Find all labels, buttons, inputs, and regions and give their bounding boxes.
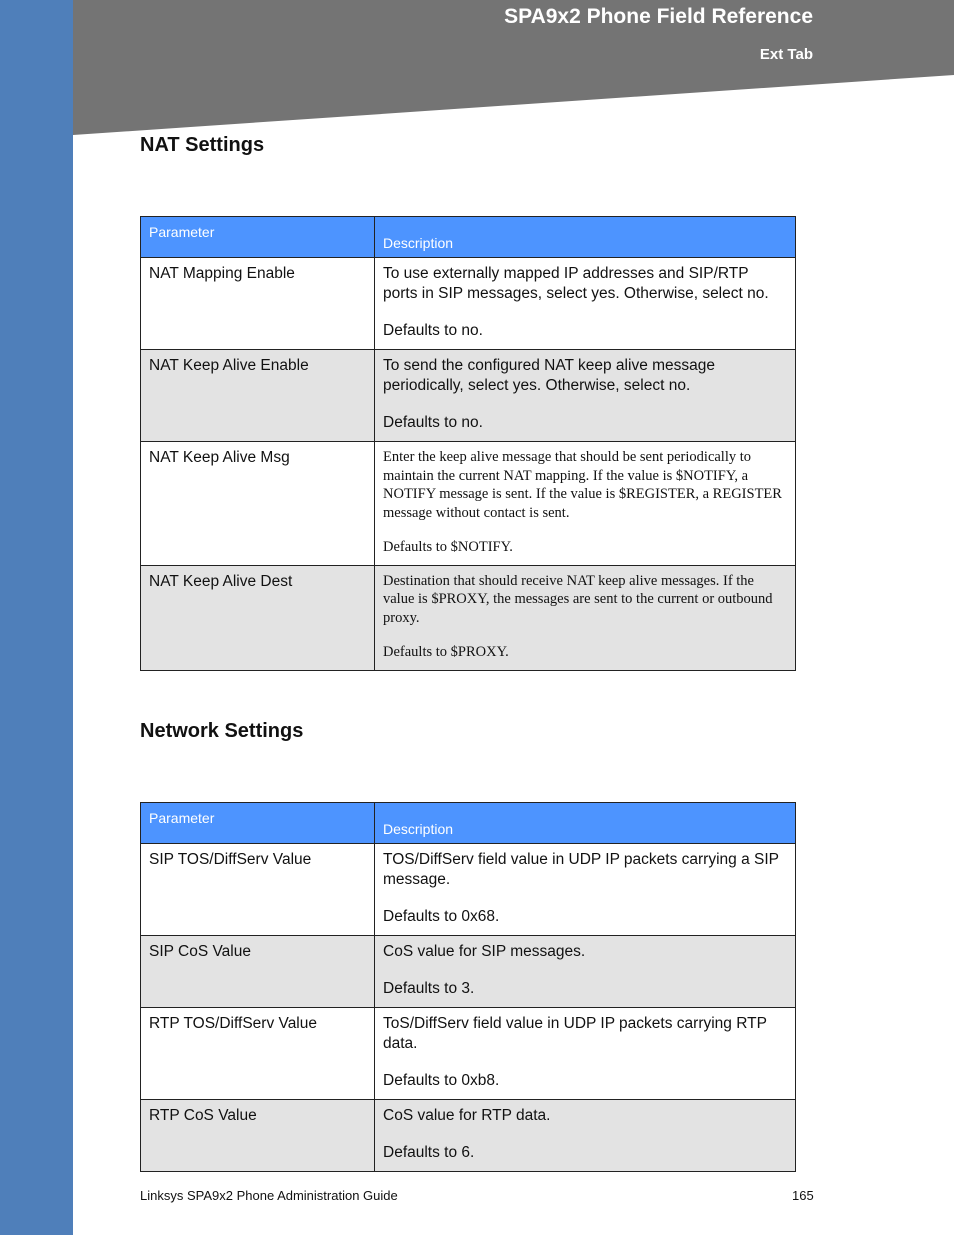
default-text: Defaults to no.: [383, 414, 483, 431]
description-cell: [375, 844, 796, 936]
column-header-description: Description: [375, 803, 796, 844]
table-row: [141, 350, 796, 442]
description-text: CoS value for RTP data.: [383, 1107, 551, 1124]
description-cell: [375, 350, 796, 442]
table-header-row: [141, 217, 796, 258]
column-header-parameter: Parameter: [141, 803, 375, 844]
description-cell: [375, 936, 796, 1008]
header-subtitle: Ext Tab: [759, 46, 813, 63]
table-row: [141, 565, 796, 670]
description-cell: [375, 565, 796, 670]
left-accent-bar: [0, 0, 73, 1235]
description-text: Destination that should receive NAT keep alive messages. If the value is $PROXY, the messages are sent to the current or outbound proxy.: [383, 572, 773, 626]
description-text: To send the configured NAT keep alive message periodically, select yes. Otherwise, select no.: [383, 357, 716, 394]
parameter-cell: SIP TOS/DiffServ Value: [141, 844, 375, 936]
default-text: Defaults to 0x68.: [383, 908, 500, 925]
parameter-cell: RTP CoS Value: [141, 1100, 375, 1172]
default-text: Defaults to no.: [383, 322, 483, 339]
table-row: [141, 1008, 796, 1100]
description-cell: [375, 1100, 796, 1172]
description-cell: [375, 442, 796, 566]
footer-page-number: 165: [792, 1188, 814, 1203]
column-header-description: Description: [375, 217, 796, 258]
default-text: Defaults to 6.: [383, 1144, 475, 1161]
table-header-row: [141, 803, 796, 844]
description-text: CoS value for SIP messages.: [383, 943, 586, 960]
section-heading-network: Network Settings: [140, 720, 304, 742]
column-header-parameter: Parameter: [141, 217, 375, 258]
network-settings-table: [140, 802, 796, 1172]
description-text: To use externally mapped IP addresses and SIP/RTP ports in SIP messages, select yes. Otherwise, select no.: [383, 265, 769, 302]
footer-guide-title: Linksys SPA9x2 Phone Administration Guide: [140, 1188, 398, 1203]
parameter-cell: NAT Keep Alive Msg: [141, 442, 375, 566]
description-cell: [375, 258, 796, 350]
default-text: Defaults to $NOTIFY.: [383, 539, 513, 555]
parameter-cell: SIP CoS Value: [141, 936, 375, 1008]
parameter-cell: NAT Keep Alive Enable: [141, 350, 375, 442]
parameter-cell: NAT Keep Alive Dest: [141, 565, 375, 670]
table-row: [141, 442, 796, 566]
table-row: [141, 1100, 796, 1172]
header-title: SPA9x2 Phone Field Reference: [504, 5, 813, 28]
table-row: [141, 844, 796, 936]
default-text: Defaults to 0xb8.: [383, 1072, 500, 1089]
parameter-cell: RTP TOS/DiffServ Value: [141, 1008, 375, 1100]
description-text: Enter the keep alive message that should be sent periodically to maintain the current NAT mapping. If the value is $NOTIFY, a NOTIFY message is sent. If the value is $REGISTER, a REGISTER message without contact is sent.: [383, 449, 782, 521]
nat-settings-table: [140, 216, 796, 671]
section-heading-nat: NAT Settings: [140, 134, 265, 156]
table-row: [141, 258, 796, 350]
description-text: ToS/DiffServ field value in UDP IP packets carrying RTP data.: [383, 1015, 767, 1052]
description-text: TOS/DiffServ field value in UDP IP packets carrying a SIP message.: [383, 851, 779, 888]
default-text: Defaults to $PROXY.: [383, 644, 509, 660]
parameter-cell: NAT Mapping Enable: [141, 258, 375, 350]
default-text: Defaults to 3.: [383, 980, 475, 997]
description-cell: [375, 1008, 796, 1100]
table-row: [141, 936, 796, 1008]
